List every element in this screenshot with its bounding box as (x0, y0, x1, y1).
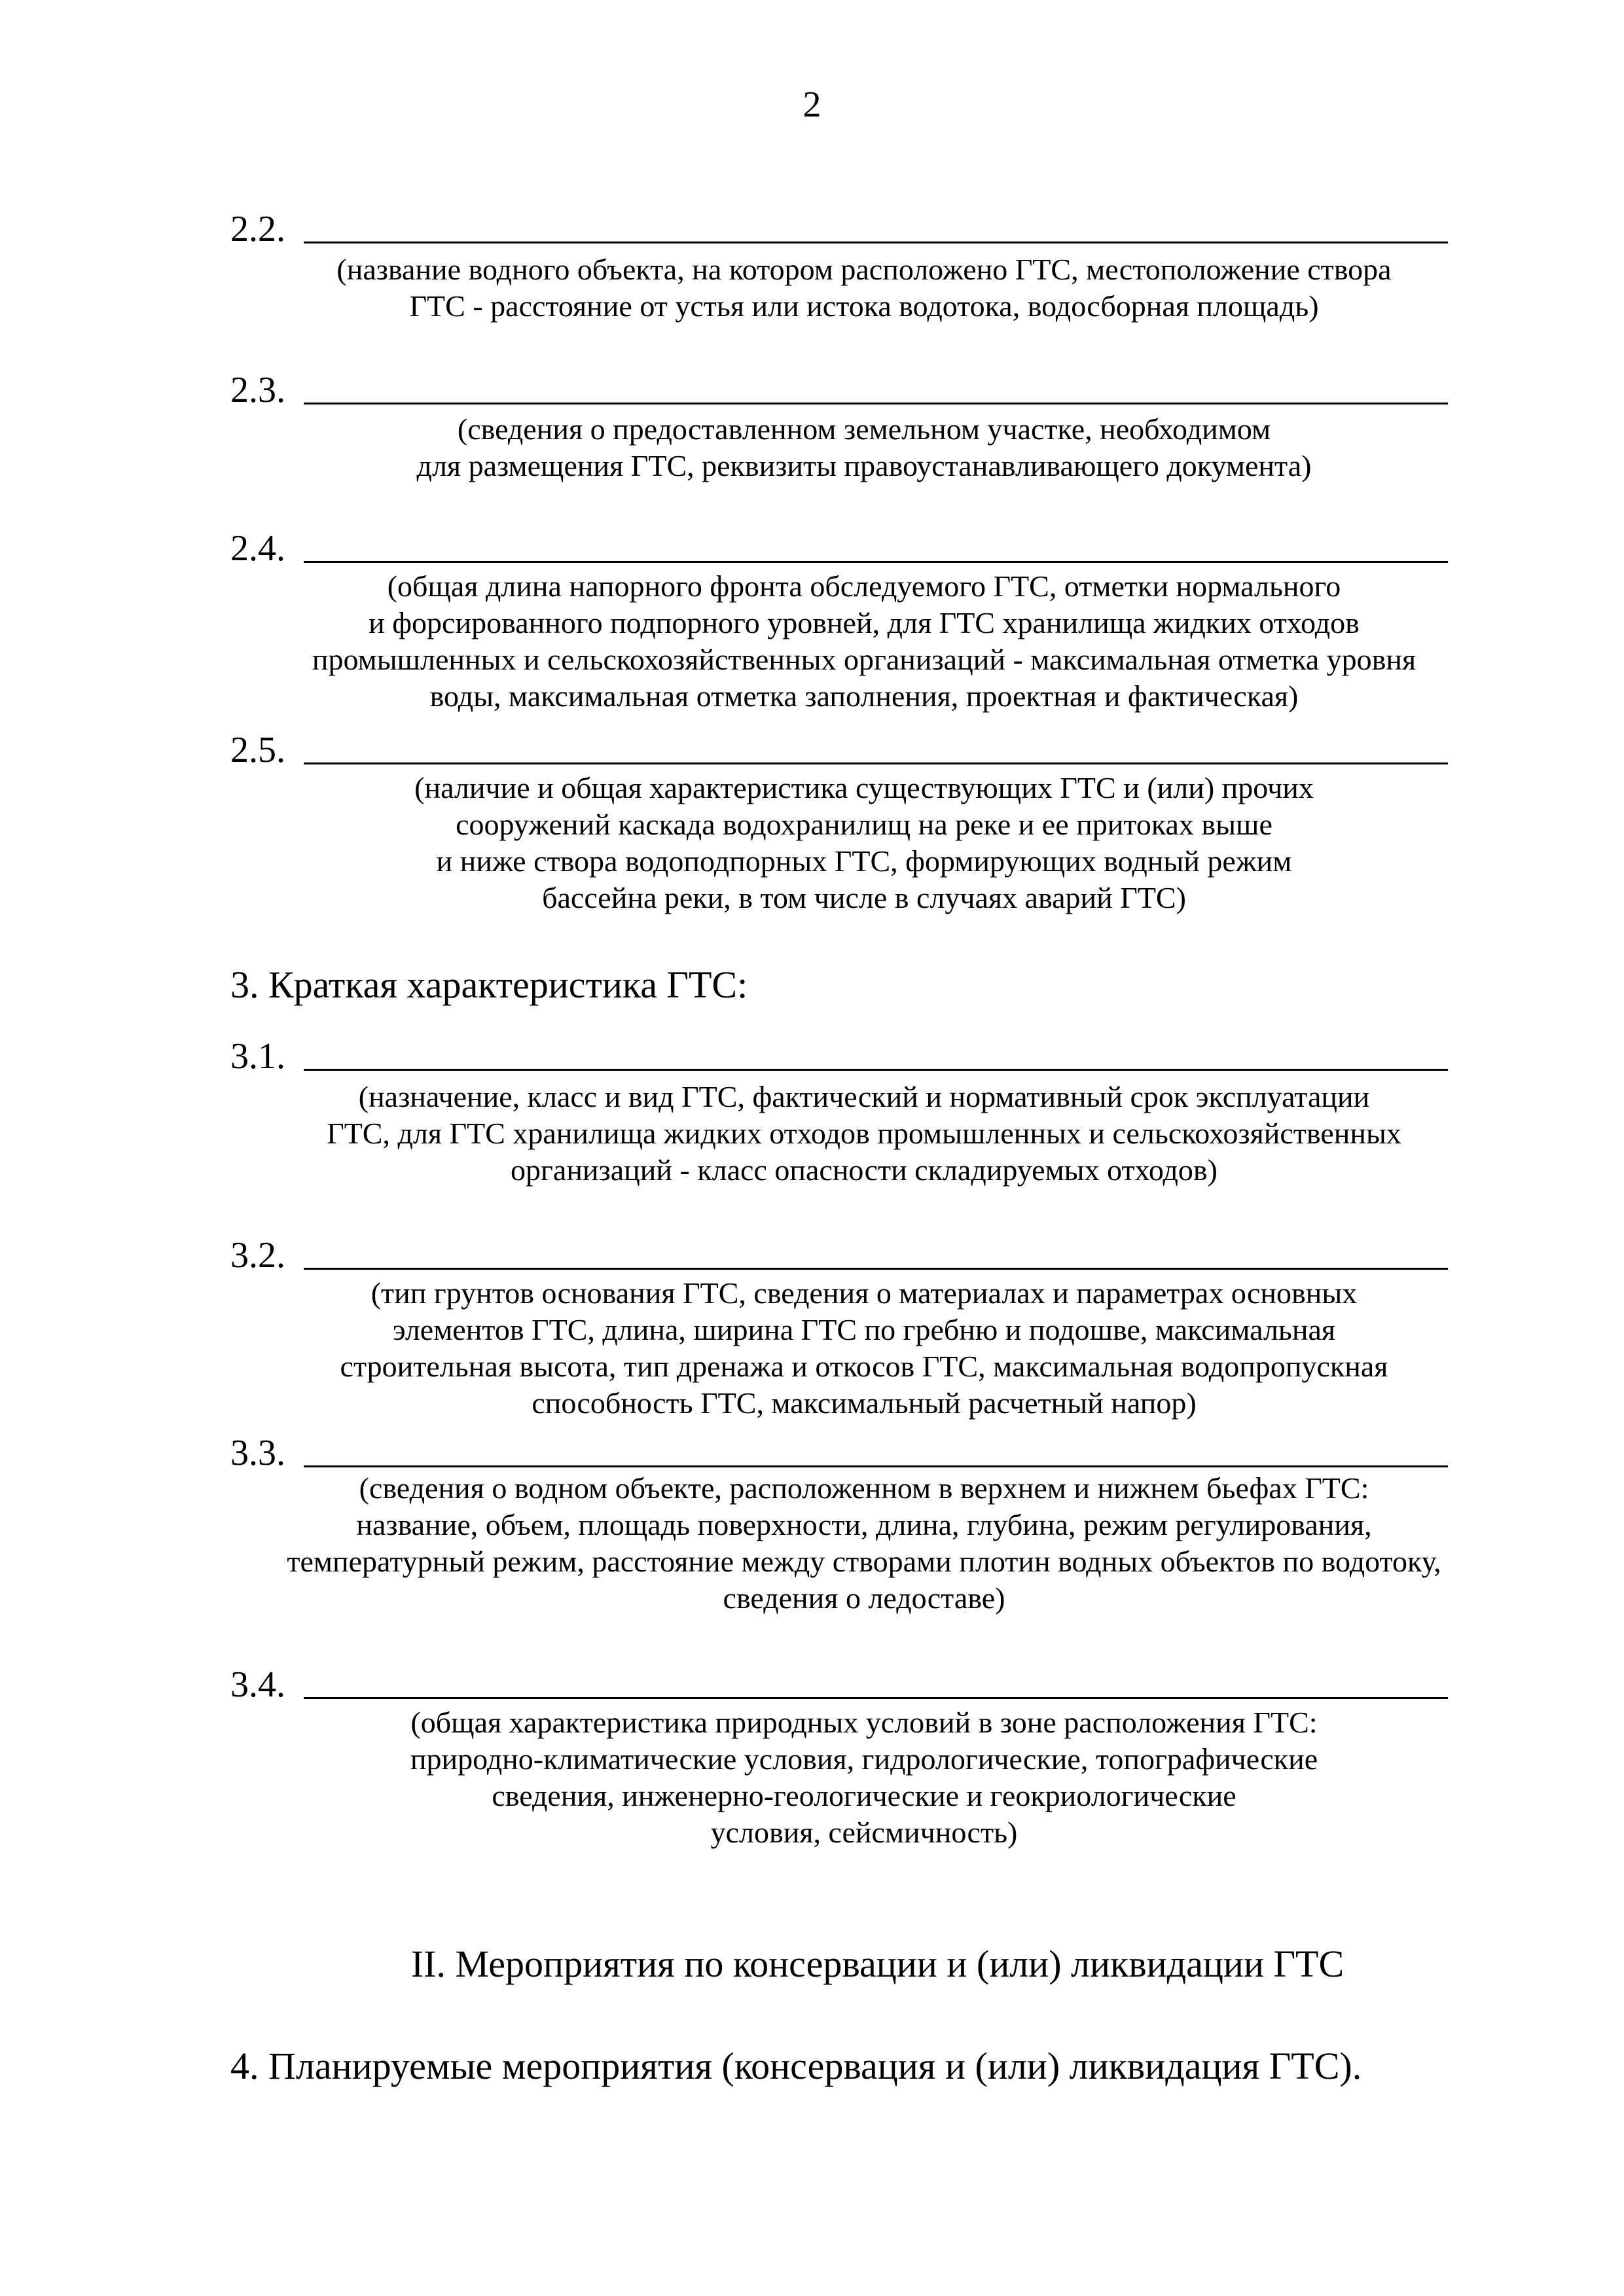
field-3-3-caption (216, 1470, 1512, 1617)
field-number: 3.3. (230, 1433, 285, 1473)
field-number: 2.3. (230, 370, 285, 410)
field-2-3-caption (216, 411, 1512, 484)
field-2-4 (230, 521, 1448, 567)
field-2-3 (230, 363, 1448, 408)
caption-line: сооружений каскада водохранилищ на реке и ее притоках выше (456, 808, 1272, 841)
caption-line: (название водного объекта, на котором расположено ГТС, местоположение створа (336, 253, 1392, 286)
blank-fill-line[interactable] (304, 762, 1448, 764)
field-2-2-caption (216, 251, 1512, 325)
caption-line: (тип грунтов основания ГТС, сведения о материалах и параметрах основных (370, 1276, 1358, 1310)
field-3-4-caption (216, 1704, 1512, 1851)
blank-fill-line[interactable] (304, 242, 1448, 243)
field-number: 2.2. (230, 209, 285, 249)
blank-fill-line[interactable] (304, 1465, 1448, 1467)
section-ii-title: II. Мероприятия по консервации и (или) ликвидации ГТС (410, 1943, 1344, 1985)
field-3-1-caption (216, 1079, 1512, 1189)
caption-line: (назначение, класс и вид ГТС, фактический и нормативный срок эксплуатации (358, 1080, 1370, 1113)
caption-line: для размещения ГТС, реквизиты правоустанавливающего документа) (416, 449, 1312, 482)
field-number: 2.5. (230, 730, 285, 770)
blank-fill-line[interactable] (304, 1069, 1448, 1071)
caption-line: воды, максимальная отметка заполнения, проектная и фактическая) (429, 679, 1299, 713)
field-2-5-caption (216, 770, 1512, 916)
caption-line: организаций - класс опасности складируемых отходов) (511, 1153, 1218, 1187)
field-3-3 (230, 1426, 1448, 1471)
caption-line: строительная высота, тип дренажа и откосов ГТС, максимальная водопропускная (340, 1350, 1388, 1383)
caption-line: температурный режим, расстояние между створами плотин водных объектов по водотоку, (287, 1545, 1441, 1578)
blank-fill-line[interactable] (304, 403, 1448, 404)
caption-line: способность ГТС, максимальный расчетный напор) (532, 1386, 1197, 1420)
field-number: 3.1. (230, 1036, 285, 1077)
field-number: 3.4. (230, 1664, 285, 1705)
caption-line: (сведения о предоставленном земельном участке, необходимом (457, 412, 1271, 446)
caption-line: бассейна реки, в том числе в случаях аварий ГТС) (542, 881, 1186, 914)
field-number: 3.2. (230, 1235, 285, 1276)
caption-line: (общая характеристика природных условий в зоне расположения ГТС: (410, 1706, 1318, 1739)
blank-fill-line[interactable] (304, 1697, 1448, 1699)
field-3-1 (230, 1029, 1448, 1075)
field-2-4-caption (216, 568, 1512, 715)
caption-line: и ниже створа водоподпорных ГТС, формирующих водный режим (436, 844, 1292, 878)
caption-line: (сведения о водном объекте, расположенном в верхнем и нижнем бьефах ГТС: (359, 1471, 1369, 1505)
page-number: 2 (803, 84, 821, 125)
blank-fill-line[interactable] (304, 1268, 1448, 1270)
caption-line: элементов ГТС, длина, ширина ГТС по гребню и подошве, максимальная (392, 1313, 1336, 1346)
caption-line: условия, сейсмичность) (710, 1816, 1018, 1849)
field-2-5 (230, 723, 1448, 768)
field-2-2 (230, 202, 1448, 247)
caption-line: (наличие и общая характеристика существующих ГТС и (или) прочих (414, 771, 1314, 804)
field-number: 2.4. (230, 528, 285, 569)
caption-line: и форсированного подпорного уровней, для ГТС хранилища жидких отходов (369, 606, 1360, 639)
section-3-heading: 3. Краткая характеристика ГТС: (230, 963, 748, 1006)
caption-line: ГТС - расстояние от устья или истока водотока, водосборная площадь) (409, 289, 1319, 323)
blank-fill-line[interactable] (304, 561, 1448, 563)
section-4-heading: 4. Планируемые мероприятия (консервация и (или) ликвидация ГТС). (230, 2045, 1362, 2087)
caption-line: ГТС, для ГТС хранилища жидких отходов промышленных и сельскохозяйственных (327, 1117, 1401, 1150)
field-3-2-caption (216, 1275, 1512, 1422)
caption-line: название, объем, площадь поверхности, длина, глубина, режим регулирования, (356, 1508, 1372, 1541)
caption-line: промышленных и сельскохозяйственных организаций - максимальная отметка уровня (312, 643, 1416, 676)
caption-line: сведения, инженерно-геологические и геокриологические (492, 1779, 1236, 1812)
caption-line: (общая длина напорного фронта обследуемого ГТС, отметки нормального (387, 569, 1341, 603)
field-3-2 (230, 1228, 1448, 1274)
field-3-4 (230, 1657, 1448, 1703)
caption-line: природно-климатические условия, гидрологические, топографические (410, 1742, 1318, 1776)
caption-line: сведения о ледоставе) (723, 1581, 1005, 1615)
